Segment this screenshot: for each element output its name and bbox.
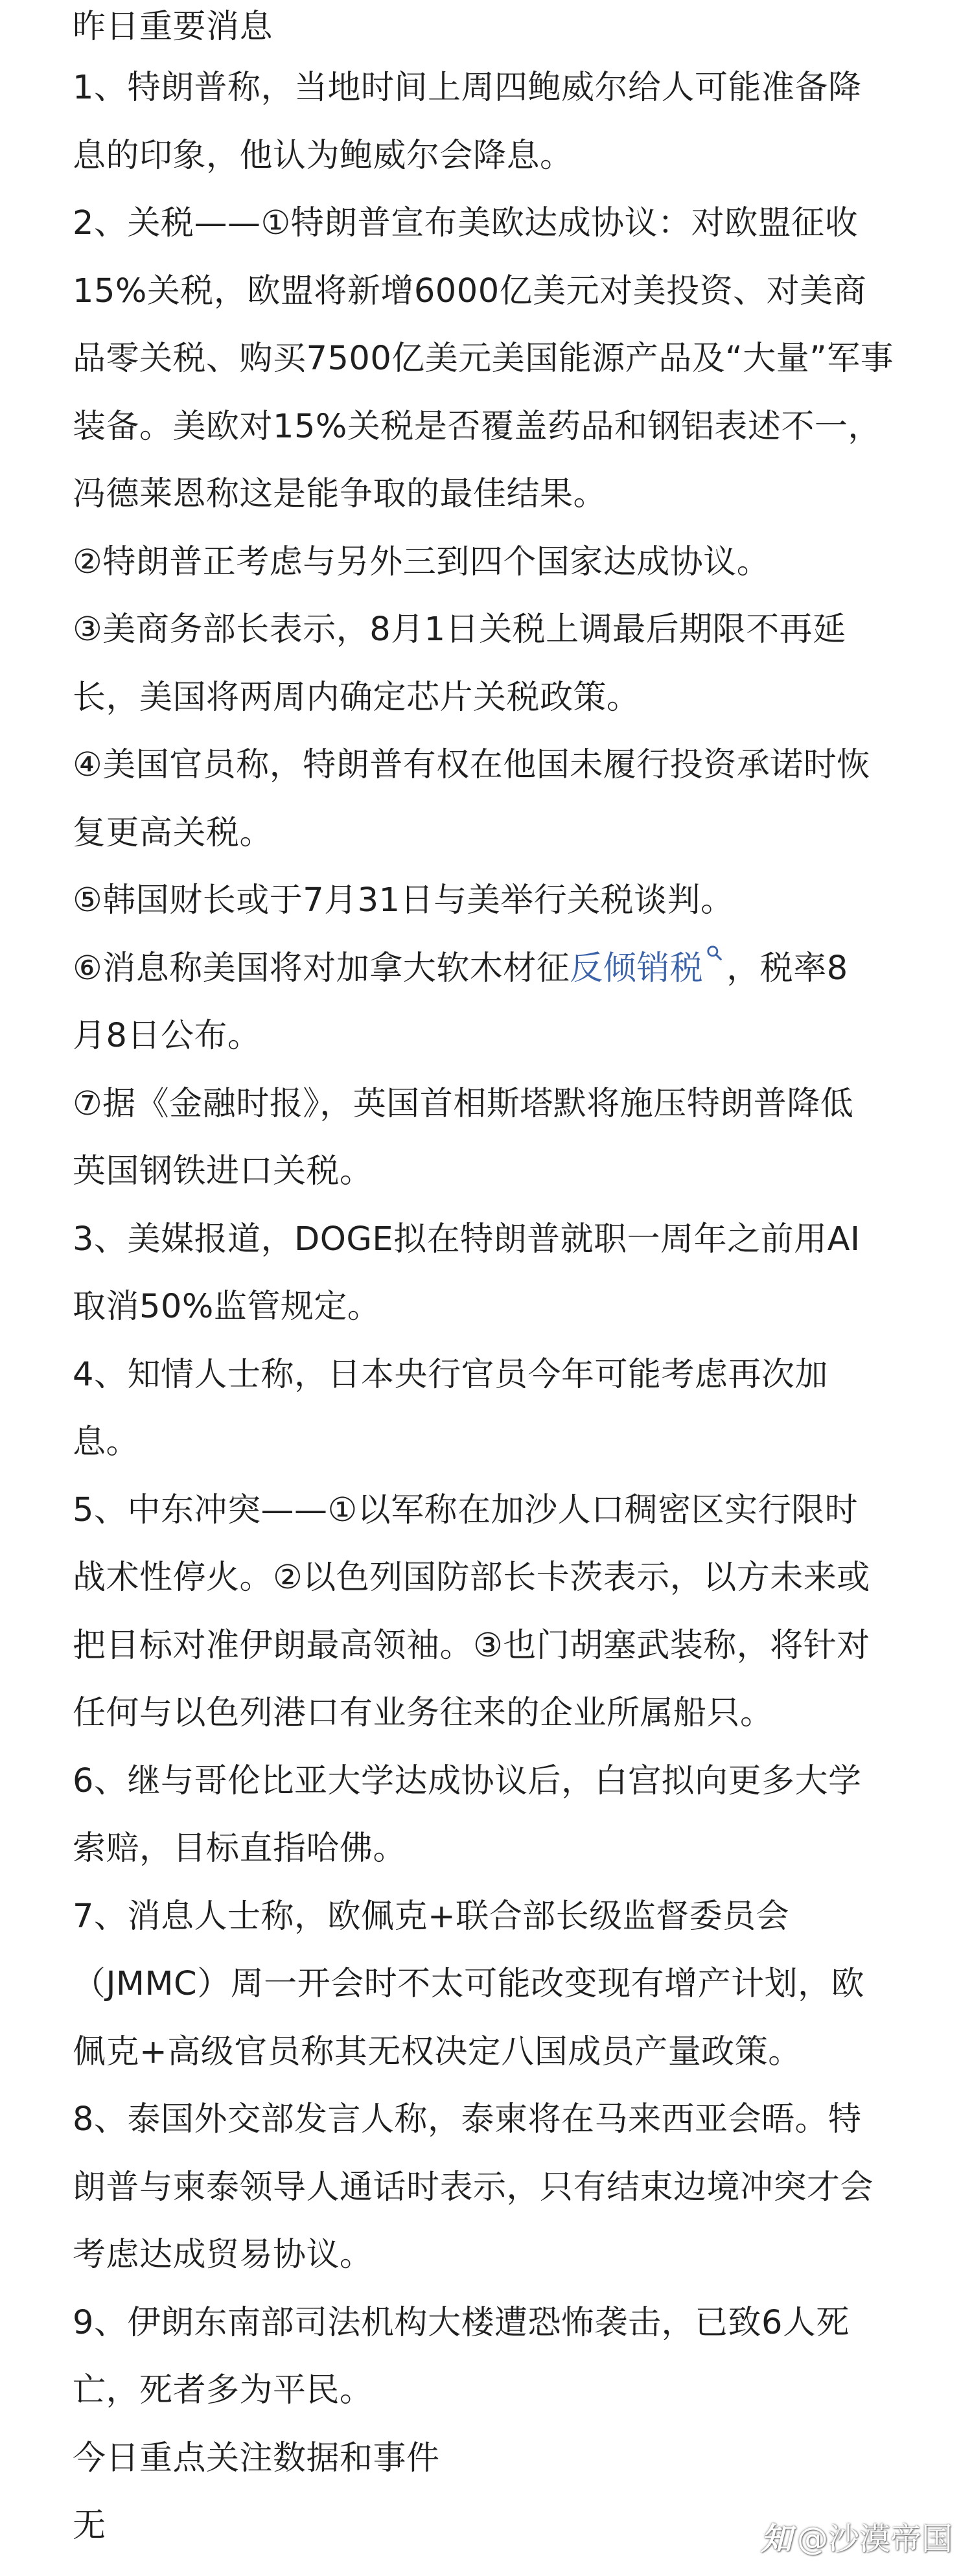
text-line: 装备。美欧对15%关税是否覆盖药品和钢铝表述不一， (73, 407, 881, 446)
section-title: 昨日重要消息 (73, 8, 273, 46)
text-line: 冯德莱恩称这是能争取的最佳结果。 (73, 475, 607, 513)
text-line: 4、知情人士称，日本央行官员今年可能考虑再次加 (73, 1355, 828, 1394)
watermark-author: @沙漠帝国 (796, 2520, 953, 2557)
text-line: 朗普与柬泰领导人通话时表示，只有结束边境冲突才会 (73, 2168, 874, 2207)
text-line: 英国钢铁进口关税。 (73, 1152, 373, 1190)
text-segment: ⑥消息称美国将对加拿大软木材征 (73, 949, 570, 988)
text-line: 索赔，目标直指哈佛。 (73, 1829, 407, 1868)
text-line: 任何与以色列港口有业务往来的企业所属船只。 (73, 1694, 774, 1732)
text-line: 亡，死者多为平民。 (73, 2371, 373, 2409)
text-line: ④美国官员称，特朗普有权在他国未履行投资承诺时恢 (73, 746, 870, 784)
text-line: 战术性停火。②以色列国防部长卡茨表示，以方未来或 (73, 1559, 870, 1597)
text-line: 3、美媒报道，DOGE拟在特朗普就职一周年之前用AI (73, 1220, 861, 1259)
text-line: （JMMC）周一开会时不太可能改变现有增产计划，欧 (73, 1965, 865, 2003)
zhihu-logo-icon: 知 (760, 2520, 792, 2557)
search-icon[interactable] (706, 944, 723, 961)
text-line: 复更高关税。 (73, 813, 273, 852)
text-line: 2、关税——①特朗普宣布美欧达成协议：对欧盟征收 (73, 204, 859, 242)
text-line: 7、消息人士称，欧佩克+联合部长级监督委员会 (73, 1897, 790, 1936)
article-body (73, 0, 915, 2560)
text-line: 月8日公布。 (73, 1017, 261, 1055)
text-line: ⑦据《金融时报》，英国首相斯塔默将施压特朗普降低 (73, 1084, 854, 1123)
text-line: 长，美国将两周内确定芯片关税政策。 (73, 678, 640, 717)
text-line: 息。 (73, 1423, 140, 1461)
text-line: 8、泰国外交部发言人称，泰柬将在马来西亚会晤。特 (73, 2100, 862, 2139)
text-line: 无 (73, 2507, 106, 2545)
text-line: 今日重点关注数据和事件 (73, 2439, 440, 2477)
text-line: 品零关税、购买7500亿美元美国能源产品及“大量”军事 (73, 340, 894, 378)
watermark (761, 2510, 953, 2562)
text-line: 息的印象，他认为鲍威尔会降息。 (73, 136, 573, 175)
text-line (73, 935, 915, 1003)
text-line: 6、继与哥伦比亚大学达成协议后，白宫拟向更多大学 (73, 1761, 862, 1800)
text-line: ②特朗普正考虑与另外三到四个国家达成协议。 (73, 542, 770, 581)
text-line: ⑤韩国财长或于7月31日与美举行关税谈判。 (73, 881, 734, 920)
text-line: 佩克+高级官员称其无权决定八国成员产量政策。 (73, 2032, 802, 2071)
anti-dumping-tax-link[interactable]: 反倾销税 (570, 949, 704, 988)
text-line: 5、中东冲突——①以军称在加沙人口稠密区实行限时 (73, 1491, 859, 1529)
text-segment: ，税率8 (726, 949, 848, 988)
text-line: 取消50%监管规定。 (73, 1288, 381, 1326)
text-line: ③美商务部长表示，8月1日关税上调最后期限不再延 (73, 610, 846, 649)
text-line: 15%关税，欧盟将新增6000亿美元对美投资、对美商 (73, 272, 867, 310)
text-line: 考虑达成贸易协议。 (73, 2236, 373, 2274)
text-line: 9、伊朗东南部司法机构大楼遭恐怖袭击，已致6人死 (73, 2303, 850, 2342)
text-line: 1、特朗普称，当地时间上周四鲍威尔给人可能准备降 (73, 69, 862, 107)
text-line: 把目标对准伊朗最高领袖。③也门胡塞武装称，将针对 (73, 1626, 870, 1665)
